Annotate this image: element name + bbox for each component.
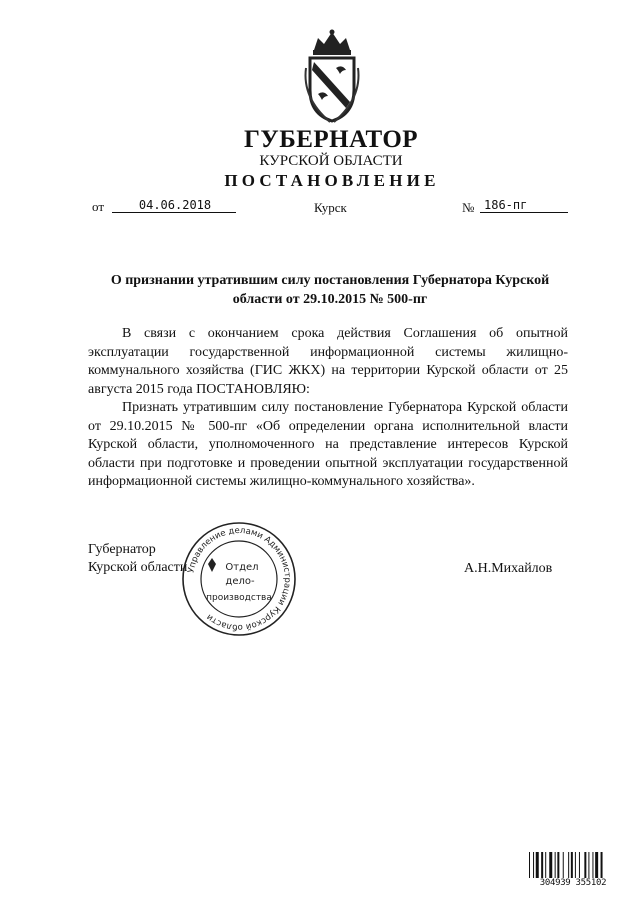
barcode-bar (533, 852, 534, 878)
office-stamp (180, 520, 298, 638)
barcode-bar (557, 852, 559, 878)
signatory-position (88, 541, 187, 576)
document-number: 186-пг (480, 198, 568, 213)
position-line: Губернатор (88, 542, 156, 557)
number-prefix: № (462, 200, 475, 215)
barcode-bar (568, 852, 569, 878)
stamp-line: производства (206, 593, 272, 603)
barcode-bar (571, 852, 573, 878)
document-body (88, 325, 568, 492)
coat-of-arms-icon (300, 28, 364, 124)
barcode-bar (601, 852, 603, 878)
barcode-bar (579, 852, 580, 878)
region-name: КУРСКОЙ ОБЛАСТИ (259, 153, 403, 169)
stamp-line: дело- (225, 576, 255, 587)
body-paragraph: В связи с окончанием срока действия Соглашения об опытной эксплуатации государственной информационной системы жилищно-коммунального хозяйства (ГИС ЖКХ) на территории Курской области от 25 августа 2015 года ПОСТАНОВЛЯЮ: (88, 326, 568, 397)
barcode-bar (588, 852, 589, 878)
barcode-bar (592, 852, 593, 878)
barcode-bar (575, 852, 576, 878)
document-type: ПОСТАНОВЛЕНИЕ (224, 171, 440, 190)
barcode-bar (541, 852, 543, 878)
body-paragraph: Признать утратившим силу постановление Губернатора Курской области от 29.10.2015 № 500-пг «Об определении органа исполнительной власти Курской области, уполномоченного на представление интересов Курской области при подготовке и проведении опытной эксплуатации государственной информационной системы жилищно-коммунального хозяйства». (88, 400, 568, 489)
date-prefix: от (92, 199, 105, 214)
stamp-outer-text: Управление делами Администрации Курской области (186, 525, 293, 633)
barcode-bar (563, 852, 564, 878)
barcode-bar (545, 852, 546, 878)
document-date: 04.06.2018 (112, 198, 236, 213)
document-title: ГУБЕРНАТОР (243, 126, 419, 153)
document-heading: О признании утратившим силу постановления Губернатора Курской области от 29.10.2015 № 500-пг (110, 273, 550, 307)
stamp-line: Отдел (225, 562, 259, 573)
barcode-digits: 304939 355102 (528, 878, 618, 888)
barcode-bar (555, 852, 556, 878)
signatory-name: А.Н.Михайлов (464, 561, 553, 576)
position-line: Курской области (88, 559, 188, 575)
barcode-bar (584, 852, 586, 878)
barcode-bar (536, 852, 539, 878)
barcode-bar (595, 852, 598, 878)
document-city: Курск (314, 200, 347, 215)
barcode-bar (529, 852, 530, 878)
barcode-bar (549, 852, 552, 878)
